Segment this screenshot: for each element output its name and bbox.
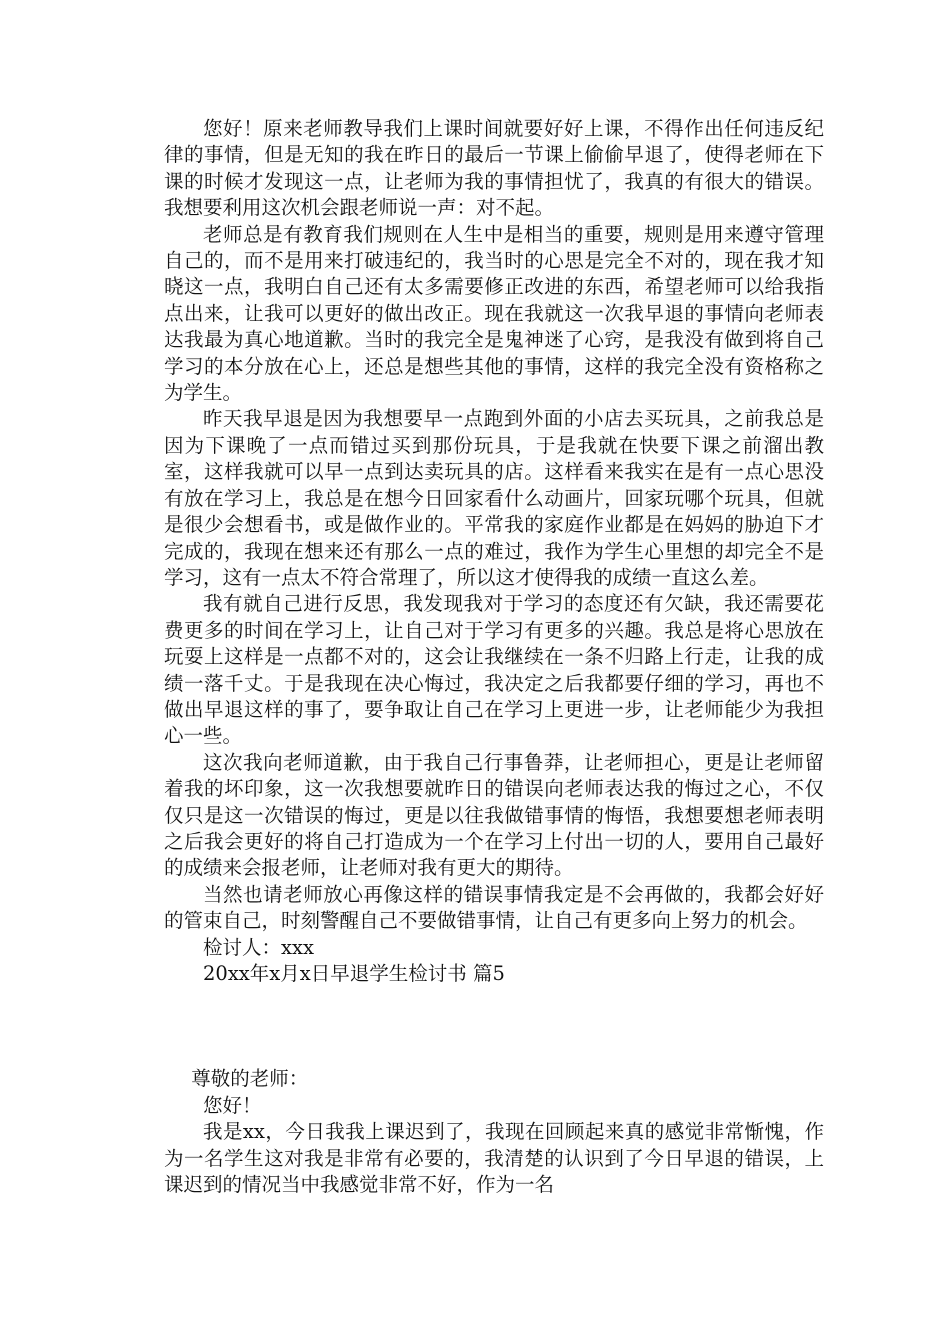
paragraph-3: 昨天我早退是因为我想要早一点跑到外面的小店去买玩具，之前我总是因为下课晚了一点而错过买到那份玩具，于是我就在快要下课之前溜出教室，这样我就可以早一点到达卖玩具的店。这样看来我实在是有一点心思没有放在学习上，我总是在想今日回家看什么动画片，回家玩哪个玩具，但就是很少会想看书，或是做作业的。平常我的家庭作业都是在妈妈的胁迫下才完成的，我现在想来还有那么一点的难过，我作为学生心里想的却完全不是学习，这有一点太不符合常理了，所以这才使得我的成绩一直这么差。 bbox=[164, 407, 824, 589]
greeting: 您好！ bbox=[203, 1093, 262, 1117]
signature-line: 检讨人：xxx bbox=[203, 935, 314, 959]
paragraph-4: 我有就自己进行反思，我发现我对于学习的态度还有欠缺，我还需要花费更多的时间在学习上，让自己对于学习有更多的兴趣。我总是将心思放在玩耍上这样是一点都不对的，这会让我继续在一条不归路上行走，让我的成绩一落千丈。于是我现在决心悔过，我决定之后我都要仔细的学习，再也不做出早退这样的事了，要争取让自己在学习上更进一步，让老师能少为我担心一些。 bbox=[164, 592, 824, 748]
salutation: 尊敬的老师： bbox=[191, 1067, 309, 1091]
paragraph-6: 当然也请老师放心再像这样的错误事情我定是不会再做的，我都会好好的管束自己，时刻警醒自己不要做错事情，让自己有更多向上努力的机会。 bbox=[164, 882, 824, 933]
paragraph-2: 老师总是有教育我们规则在人生中是相当的重要，规则是用来遵守管理自己的，而不是用来打破违纪的，我当时的心思是完全不对的，现在我才知晓这一点，我明白自己还有太多需要修正改进的东西，希望老师可以给我指点出来，让我可以更好的做出改正。现在我就这一次我早退的事情向老师表达我最为真心地道歉。当时的我完全是鬼神迷了心窍，是我没有做到将自己学习的本分放在心上，还总是想些其他的事情，这样的我完全没有资格称之为学生。 bbox=[164, 222, 824, 405]
paragraph-1: 您好！原来老师教导我们上课时间就要好好上课，不得作出任何违反纪律的事情，但是无知的我在昨日的最后一节课上偷偷早退了，使得老师在下课的时候才发现这一点，让老师为我的事情担忧了，我真的有很大的错误。我想要利用这次机会跟老师说一声：对不起。 bbox=[164, 117, 824, 220]
next-section-heading: 20xx年x月x日早退学生检讨书 篇5 bbox=[203, 962, 505, 985]
section-spacer bbox=[164, 987, 824, 1066]
paragraph-5: 这次我向老师道歉，由于我自己行事鲁莽，让老师担心，更是让老师留着我的坏印象，这一次我想要就昨日的错误向老师表达我的悔过之心，不仅仅只是这一次错误的悔过，更是以往我做错事情的悔悟，我想要想老师表明之后我会更好的将自己打造成为一个在学习上付出一切的人，要用自己最好的成绩来会报老师，让老师对我有更大的期待。 bbox=[164, 750, 824, 880]
document-body bbox=[164, 116, 824, 1198]
paragraph-7: 我是xx，今日我我上课迟到了，我现在回顾起来真的感觉非常惭愧，作为一名学生这对我是非常有必要的，我清楚的认识到了今日早退的错误，上课迟到的情况当中我感觉非常不好，作为一名 bbox=[164, 1120, 824, 1197]
